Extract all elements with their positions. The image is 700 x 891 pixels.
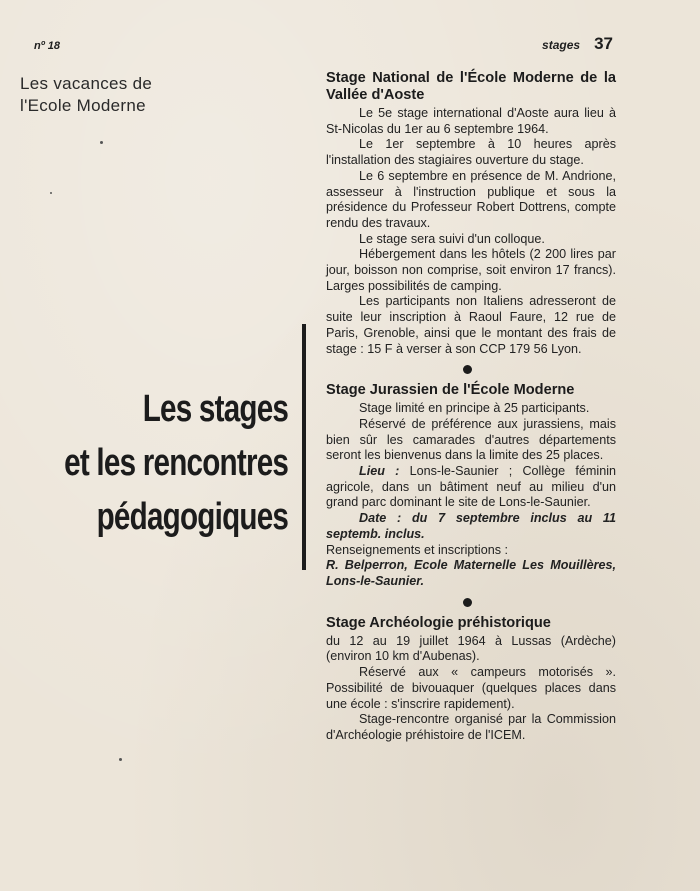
article-archeologie	[326, 615, 616, 744]
article-title: Stage Jurassien de l'École Moderne	[326, 382, 575, 399]
main-title-line-2: et les rencontres	[64, 442, 288, 484]
rubrique-heading	[20, 73, 152, 117]
vertical-rule	[302, 324, 306, 570]
bullet-separator	[463, 365, 472, 374]
paragraph: Le 1er septembre à 10 heures après l'installation des stagiaires ouverture du stage.	[326, 137, 616, 168]
paragraph: du 12 au 19 juillet 1964 à Lussas (Ardèche) (environ 10 km d'Aubenas).	[326, 633, 616, 664]
bullet-separator	[463, 598, 472, 607]
print-speck	[119, 758, 122, 761]
paragraph: Réservé aux « campeurs motorisés ». Possibilité de bivouaquer (quelques places dans une école : s'inscrire rapidement).	[326, 665, 616, 711]
rubrique-line-2: l'Ecole Moderne	[20, 96, 146, 115]
paragraph: Les participants non Italiens adresseront de suite leur inscription à Raoul Faure, 12 rue de Paris, Grenoble, ainsi que le montant des frais de stage : 15 F à verser à son CCP 179 56 Lyon.	[326, 294, 616, 356]
paragraph: Le stage sera suivi d'un colloque.	[359, 231, 545, 246]
paragraph: Renseignements et inscriptions :	[326, 542, 509, 557]
article-title: Stage National de l'École Moderne de la Vallée d'Aoste	[326, 70, 616, 103]
rubrique-line-1: Les vacances de	[20, 74, 153, 93]
paragraph: Hébergement dans les hôtels (2 200 lires par jour, boisson non comprise, soit environ 17 francs). Larges possibilités de camping.	[326, 247, 616, 293]
date-paragraph: Date : du 7 septembre inclus au 11 septemb. inclus.	[326, 511, 616, 541]
main-title-line-1: Les stages	[142, 388, 288, 430]
paragraph: Le 5e stage international d'Aoste aura lieu à St-Nicolas du 1er au 6 septembre 1964.	[326, 106, 616, 136]
article-column	[326, 70, 616, 744]
main-title	[64, 382, 288, 544]
lieu-text: Lons-le-Saunier ; Collège féminin agricole, dans un bâtiment neuf au milieu d'un grand parc dominant le site de Lons-le-Saunier.	[326, 464, 616, 510]
article-jura	[326, 382, 616, 589]
paragraph: Réservé de préférence aux jurassiens, mais bien sûr les camarades d'autres départements seront les bienvenus dans la limite des 25 places.	[326, 416, 616, 463]
paragraph: Stage-rencontre organisé par la Commission d'Archéologie préhistoire de l'ICEM.	[326, 712, 616, 742]
running-header	[542, 34, 613, 54]
paragraph: Stage limité en principe à 25 participants.	[359, 401, 590, 416]
lieu-label: Lieu :	[359, 464, 400, 479]
section-name: stages	[542, 38, 581, 52]
paragraph: Le 6 septembre en présence de M. Andrione, assesseur à l'instruction publique et sous la présidence du Professeur Robert Dottrens, compte rendu des travaux.	[326, 168, 616, 230]
contact-paragraph: R. Belperron, Ecole Maternelle Les Mouillères, Lons-le-Saunier.	[326, 558, 616, 588]
article-title: Stage Archéologie préhistorique	[326, 614, 551, 631]
page-number: 37	[594, 34, 613, 53]
print-speck	[100, 141, 103, 144]
article-aoste	[326, 70, 616, 357]
print-speck	[50, 192, 52, 194]
issue-number: nº 18	[34, 40, 61, 52]
lieu-paragraph	[326, 464, 616, 511]
main-title-line-3: pédagogiques	[96, 496, 288, 538]
